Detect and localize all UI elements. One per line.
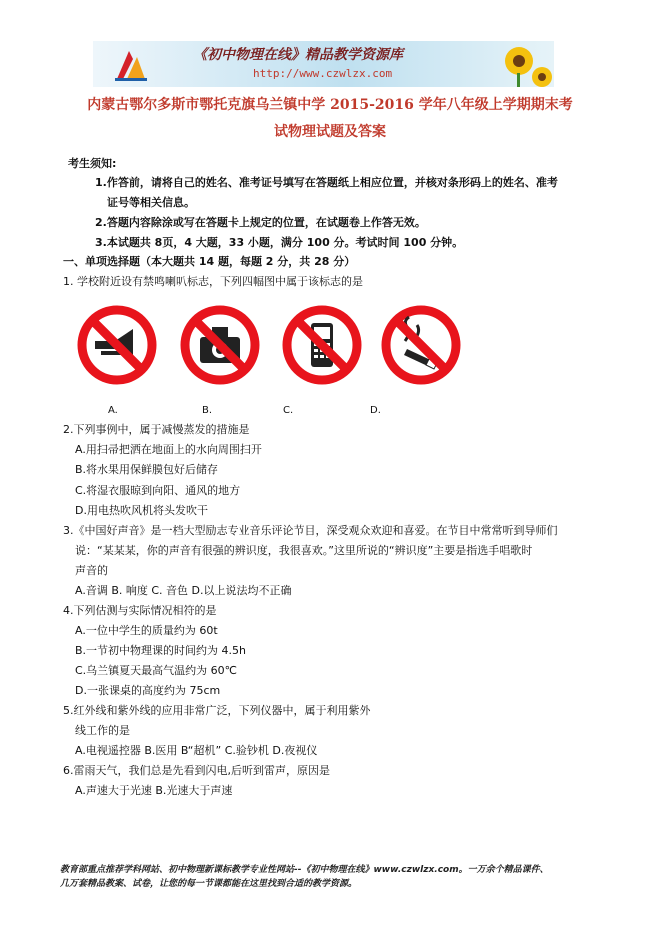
banner-url[interactable]: http://www.czwlzx.com	[253, 67, 393, 80]
no-camera-icon	[180, 305, 260, 385]
question-4-option-c: C.乌兰镇夏天最高气温约为 60℃	[75, 664, 238, 677]
question-5-stem-1: 5.红外线和紫外线的应用非常广泛，下列仪器中，属于利用紫外	[63, 704, 371, 717]
footer-line-2: 几万套精品教案、试卷，让您的每一节课都能在这里找到合适的教学资源。	[60, 879, 358, 889]
footer-line-1: 教育部重点推荐学科网站、初中物理新课标教学专业性网站--《初中物理在线》www.czwlzx.com。一万余个精品课件、	[60, 865, 549, 875]
question-3-stem-2: 说：“某某某，你的声音有很强的辨识度，我很喜欢。”这里所说的“辨识度”主要是指选手唱歌时	[75, 544, 533, 557]
no-phone-icon	[282, 305, 362, 385]
page-footer	[60, 863, 549, 891]
question-5-stem-2: 线工作的是	[75, 724, 130, 737]
question-4-option-b: B.一节初中物理课的时间约为 4.5h	[75, 644, 247, 657]
notice-item-1a: 1.作答前，请将自己的姓名、准考证号填写在答题纸上相应位置，并核对条形码上的姓名、准考	[95, 176, 558, 189]
question-3-stem-3: 声音的	[75, 564, 108, 577]
question-2-stem: 2.下列事例中，属于减慢蒸发的措施是	[63, 423, 250, 436]
header-banner	[93, 41, 554, 87]
question-6-options: A.声速大于光速 B.光速大于声速	[75, 784, 233, 797]
question-2-option-c: C.将湿衣服晾到向阳、通风的地方	[75, 484, 241, 497]
sign-label-c: C.	[283, 405, 294, 416]
question-5-options: A.电视遥控器 B.医用 B“超机” C.验钞机 D.夜视仪	[75, 744, 318, 757]
question-4-option-a: A.一位中学生的质量约为 60t	[75, 624, 218, 637]
sign-label-b: B.	[202, 405, 213, 416]
notice-item-2: 2.答题内容除涂或写在答题卡上规定的位置，在试题卷上作答无效。	[95, 216, 426, 229]
no-horn-icon	[77, 305, 157, 385]
question-3-stem-1: 3.《中国好声音》是一档大型励志专业音乐评论节目，深受观众欢迎和喜爱。在节目中常常听到导师们	[63, 524, 558, 537]
notice-item-1b: 证号等相关信息。	[107, 196, 195, 209]
question-4-stem: 4.下列估测与实际情况相符的是	[63, 604, 217, 617]
sign-label-a: A.	[108, 405, 118, 416]
question-1-signs	[0, 305, 661, 385]
question-2-option-b: B.将水果用保鲜膜包好后储存	[75, 463, 219, 476]
question-6-stem: 6.雷雨天气，我们总是先看到闪电,后听到雷声，原因是	[63, 764, 330, 777]
site-logo-icon	[111, 45, 151, 83]
notice-item-3: 3.本试题共 8页，4 大题，33 小题，满分 100 分。考试时间 100 分钟。	[95, 236, 464, 249]
question-3-options: A.音调 B. 响度 C. 音色 D.以上说法均不正确	[75, 584, 292, 597]
no-smoking-icon	[381, 305, 461, 385]
page-title-line2: 试物理试题及答案	[274, 124, 386, 140]
question-1-stem: 1. 学校附近设有禁鸣喇叭标志，下列四幅图中属于该标志的是	[63, 275, 363, 288]
question-4-option-d: D.一张课桌的高度约为 75cm	[75, 684, 221, 697]
question-2-option-a: A.用扫帚把洒在地面上的水向周围扫开	[75, 443, 262, 456]
notice-heading: 考生须知:	[68, 157, 117, 170]
banner-brand: 《初中物理在线》精品教学资源库	[193, 47, 403, 63]
page-title-line1: 内蒙古鄂尔多斯市鄂托克旗乌兰镇中学 2015-2016 学年八年级上学期期末考	[87, 97, 573, 113]
section-heading: 一、单项选择题（本大题共 14 题，每题 2 分，共 28 分）	[63, 255, 356, 268]
sunflower-icon	[484, 41, 554, 87]
question-2-option-d: D.用电热吹风机将头发吹干	[75, 504, 208, 517]
sign-label-d: D.	[370, 405, 381, 416]
